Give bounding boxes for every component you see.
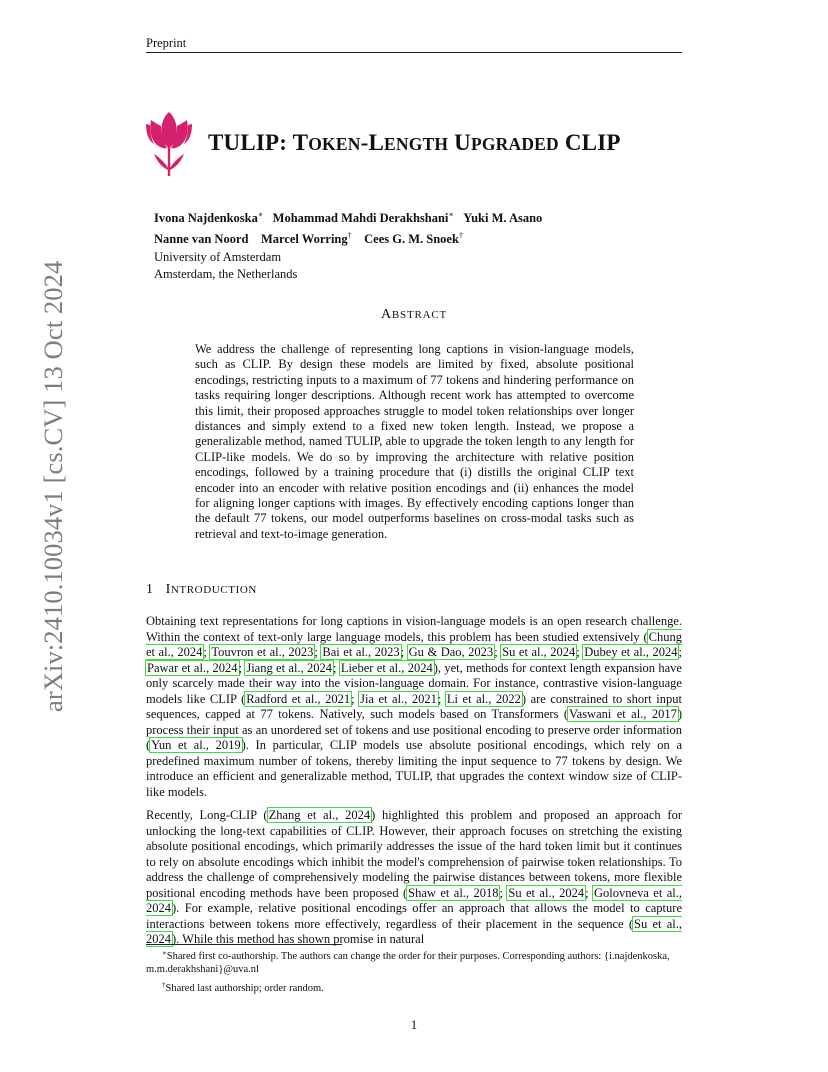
paragraph: Obtaining text representations for long captions in vision-language models is an open research challenge. Within the context of text-only large language models, this problem has been studied extensively (Chung et al., 2024; Touvron et al., 2023; Bai et al., 2023; Gu & Dao, 2023; Su et al., 2024; Dubey et al., 2024; Pawar et al., 2024; Jiang et al., 2024; Lieber et al., 2024), yet, methods for context length expansion have only scarcely made their way into the vision-language domain. For instance, contrastive vision-language models like CLIP (Radford et al., 2021; Jia et al., 2021; Li et al., 2022) are constrained to short input sequences, capped at 77 tokens. Natively, such models based on Transformers (Vaswani et al., 2017) process their input as an unordered set of tokens and use positional encoding to preserve order information (Yun et al., 2019). In particular, CLIP models use absolute positional encodings, which rely on a predefined maximum number of tokens, thereby limiting the input sequence to 77 tokens by design. We introduce an efficient and generalizable method, TULIP, that upgrades the context window size of CLIP-like models. (146, 614, 683, 799)
abstract-heading: ABSTRACT (380, 307, 448, 322)
citation-link[interactable]: Vaswani et al., 2017 (569, 707, 677, 721)
citation-link[interactable]: Radford et al., 2021 (246, 691, 351, 706)
author-row-1: Ivona Najdenkoska∗ Mohammad Mahdi Derakhshani∗ Yuki M. Asano (154, 210, 543, 225)
citation-link[interactable]: Lieber et al., 2024 (340, 660, 433, 675)
abstract-text: We address the challenge of representing long captions in vision-language models, such as CLIP. By design these models are limited by fixed, absolute positional encodings, restricting inputs to a maximum of 77 tokens and hindering performance on tasks requiring longer descriptions. Although recent work has attempted to overcome this limit, their proposed approaches struggle to model token relationships over longer distances and simply extend to a fixed new token length. Instead, we propose a generalizable method, named TULIP, able to upgrade the token length to any length for CLIP-like models. We do so by improving the architecture with relative position encodings, followed by a training procedure that (i) distills the original CLIP text encoder into an encoder with relative position encodings and (ii) enhances the model for aligning longer captions with images. By effectively encoding captions longer than the default 77 tokens, our model outperforms baselines on cross-modal tasks such as retrieval and text-to-image generation. (195, 342, 634, 541)
citation-link[interactable]: Li et al., 2022 (446, 691, 521, 706)
author-name: Marcel Worring (260, 232, 348, 247)
location: Amsterdam, the Netherlands (154, 266, 298, 281)
author-row-2: Nanne van Noord Marcel Worring† Cees G. M. Snoek† (154, 231, 463, 247)
citation-link[interactable]: Zhang et al., 2024 (268, 808, 371, 822)
paragraph: Recently, Long-CLIP (Zhang et al., 2024) highlighted this problem and proposed an approach for unlocking the long-text capabilities of CLIP. However, their approach focuses on stretching the existing absolute positional encodings, which primarily addresses the issue of the hard token limit but it continues to rely on absolute encodings which inhibit the model's comprehension of pairwise token relationships. To address the challenge of comprehensively modeling the pairwise distances between tokens, more flexible positional encoding methods have been proposed (Shaw et al., 2018; Su et al., 2024; Golovneva et al., 2024). For example, relative positional encodings offer an approach that allows the model to capture interactions between tokens more effectively, regardless of their placement in the sequence (Su et al., 2024). While this method has shown promise in natural (146, 808, 683, 946)
section-heading: 1 INTRODUCTION (146, 582, 257, 597)
footnote: †Shared last authorship; order random. (162, 980, 324, 994)
author-name: Yuki M. Asano (463, 211, 543, 225)
citation-link[interactable]: Golovneva et al., 2024 (146, 885, 682, 915)
author-name: Ivona Najdenkoska (154, 211, 258, 225)
citation-link[interactable]: Touvron et al., 2023 (211, 645, 314, 659)
footnotes (146, 947, 682, 997)
header-rule (146, 52, 682, 53)
citation-link[interactable]: Bai et al., 2023 (322, 645, 400, 659)
footnote: ∗Shared first co-authorship. The authors can change the order for their purposes. Corresponding authors: {i.najdenkoska, m.m.derakhshani}@uva.nl (146, 949, 670, 976)
citation-link[interactable]: Su et al., 2024 (146, 916, 682, 946)
citation-link[interactable]: Gu & Dao, 2023 (408, 645, 494, 659)
author-name: Nanne van Noord (154, 232, 249, 247)
running-header: Preprint (146, 36, 187, 50)
author-block (154, 206, 674, 283)
citation-link[interactable]: Jiang et al., 2024 (246, 660, 333, 675)
affiliation: University of Amsterdam (154, 249, 282, 264)
paper-title: TULIP: TOKEN-LENGTH UPGRADED CLIP (208, 130, 621, 155)
citation-link[interactable]: Shaw et al., 2018 (408, 885, 499, 900)
page-number: 1 (410, 1018, 418, 1032)
citation-link[interactable]: Pawar et al., 2024 (147, 660, 238, 675)
author-name: Cees G. M. Snoek (364, 232, 459, 247)
citation-link[interactable]: Dubey et al., 2024 (584, 645, 678, 659)
footnote-rule (146, 944, 342, 945)
citation-link[interactable]: Chung et al., 2024 (146, 629, 682, 659)
author-name: Mohammad Mahdi Derakhshani (272, 211, 449, 225)
citation-link[interactable]: Yun et al., 2019 (151, 738, 241, 752)
tulip-logo-icon (146, 110, 192, 176)
citation-link[interactable]: Su et al., 2024 (508, 885, 585, 900)
citation-link[interactable]: Su et al., 2024 (502, 645, 576, 659)
body-text (146, 614, 682, 956)
arxiv-identifier-stamp: arXiv:2410.10034v1 [cs.CV] 13 Oct 2024 (38, 260, 68, 712)
citation-link[interactable]: Jia et al., 2021 (360, 691, 437, 706)
